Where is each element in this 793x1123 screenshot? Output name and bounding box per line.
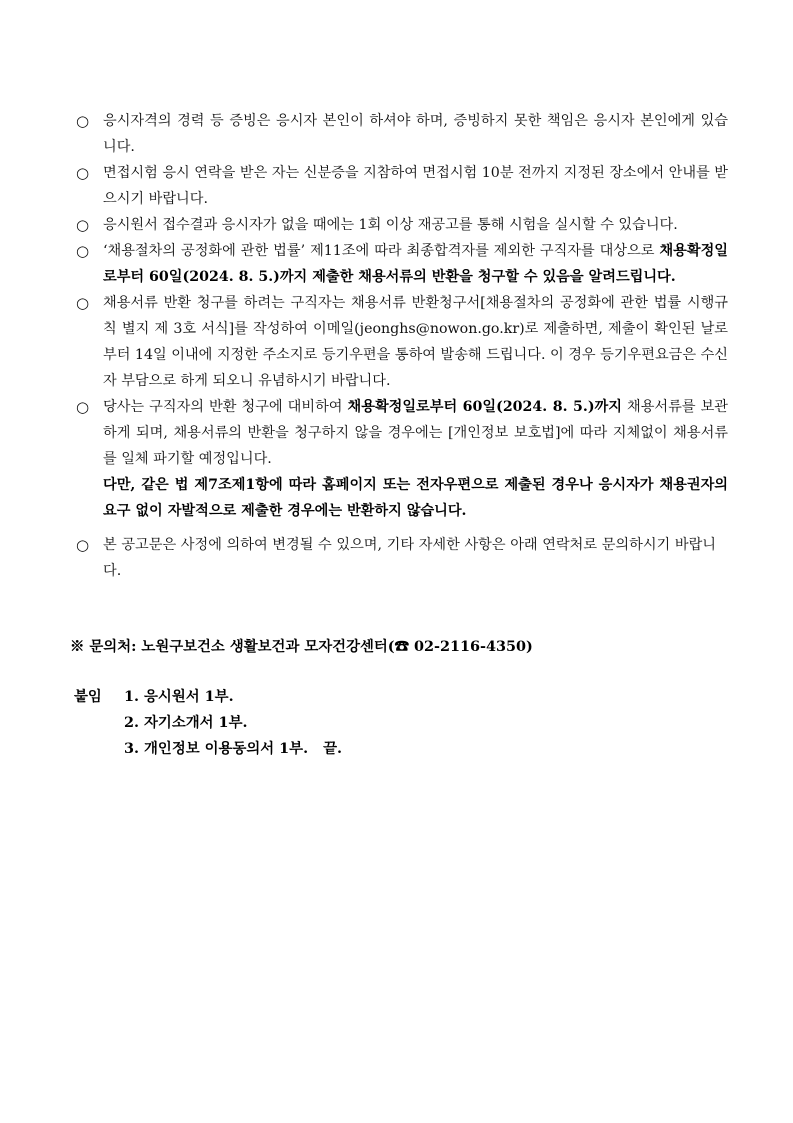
circle-bullet-icon: ○ [76, 112, 90, 130]
circle-bullet-icon: ○ [76, 398, 90, 416]
attachments-label: 붙임 [74, 688, 102, 705]
attachments [74, 684, 734, 762]
circle-bullet-icon: ○ [76, 242, 90, 260]
contact-info: ※ 문의처: 노원구보건소 생활보건과 모자건강센터(☎ 02-2116-4350) [70, 638, 533, 655]
notice-list [76, 108, 728, 584]
notice-item-document-retention [76, 394, 728, 524]
notice-text-bold: 채용확정일로부터 60일(2024. 8. 5.)까지 제출한 채용서류의 반환을 청구할 수 있음을 알려드립니다. [103, 243, 728, 285]
attachment-row [74, 684, 734, 710]
notice-item-interview [76, 160, 728, 212]
notice-text: 본 공고문은 사정에 의하여 변경될 수 있으며, 기타 자세한 사항은 아래 연락처로 문의하시기 바랍니다. [103, 537, 716, 579]
circle-bullet-icon: ○ [76, 216, 90, 234]
notice-item-reannouncement [76, 212, 728, 238]
notice-exception-note: 다만, 같은 법 제7조제1항에 따라 홈페이지 또는 전자우편으로 제출된 경우나 응시자가 채용권자의 요구 없이 자발적으로 제출한 경우에는 반환하지 않습니다. [103, 477, 728, 519]
notice-text-plain: 채용서류를 보관하게 되며, 채용서류의 반환을 청구하지 않을 경우에는 [개인정보 보호법]에 따라 지체없이 채용서류를 일체 파기할 예정입니다. [103, 399, 728, 467]
notice-text: 응시원서 접수결과 응시자가 없을 때에는 1회 이상 재공고를 통해 시험을 실시할 수 있습니다. [103, 217, 678, 233]
notice-text: 응시자격의 경력 등 증빙은 응시자 본인이 하셔야 하며, 증빙하지 못한 책임은 응시자 본인에게 있습니다. [103, 113, 728, 155]
notice-text [103, 394, 728, 524]
notice-item-return-procedure [76, 290, 728, 394]
circle-bullet-icon: ○ [76, 536, 90, 554]
attachment-row [74, 710, 734, 736]
attachment-item: 2. 자기소개서 1부. [124, 714, 248, 731]
attachment-row [74, 736, 734, 762]
circle-bullet-icon: ○ [76, 294, 90, 312]
notice-text [103, 238, 728, 290]
notice-item-document-return-right [76, 238, 728, 290]
notice-text-plain: ‘채용절차의 공정화에 관한 법률’ 제11조에 따라 최종합격자를 제외한 구직자를 대상으로 [103, 243, 660, 259]
notice-text: 면접시험 응시 연락을 받은 자는 신분증을 지참하여 면접시험 10분 전까지 지정된 장소에서 안내를 받으시기 바랍니다. [103, 165, 728, 207]
circle-bullet-icon: ○ [76, 164, 90, 182]
notice-item-proof [76, 108, 728, 160]
notice-text-plain: 당사는 구직자의 반환 청구에 대비하여 [103, 399, 348, 415]
attachment-item: 3. 개인정보 이용동의서 1부. 끝. [124, 740, 343, 757]
attachment-item: 1. 응시원서 1부. [124, 688, 234, 705]
notice-item-change-inquiry [76, 532, 716, 584]
notice-text: 채용서류 반환 청구를 하려는 구직자는 채용서류 반환청구서[채용절차의 공정화에 관한 법률 시행규칙 별지 제 3호 서식]를 작성하여 이메일(jeonghs@nowon.go.kr)로 제출하면, 제출이 확인된 날로부터 14일 이내에 지정한 주소지로 등기우편을 통하여 발송해 드립니다. 이 경우 등기우편요금은 수신자 부담으로 하게 되오니 유념하시기 바랍니다. [103, 295, 728, 389]
notice-text-bold: 채용확정일로부터 60일(2024. 8. 5.)까지 [347, 399, 622, 415]
